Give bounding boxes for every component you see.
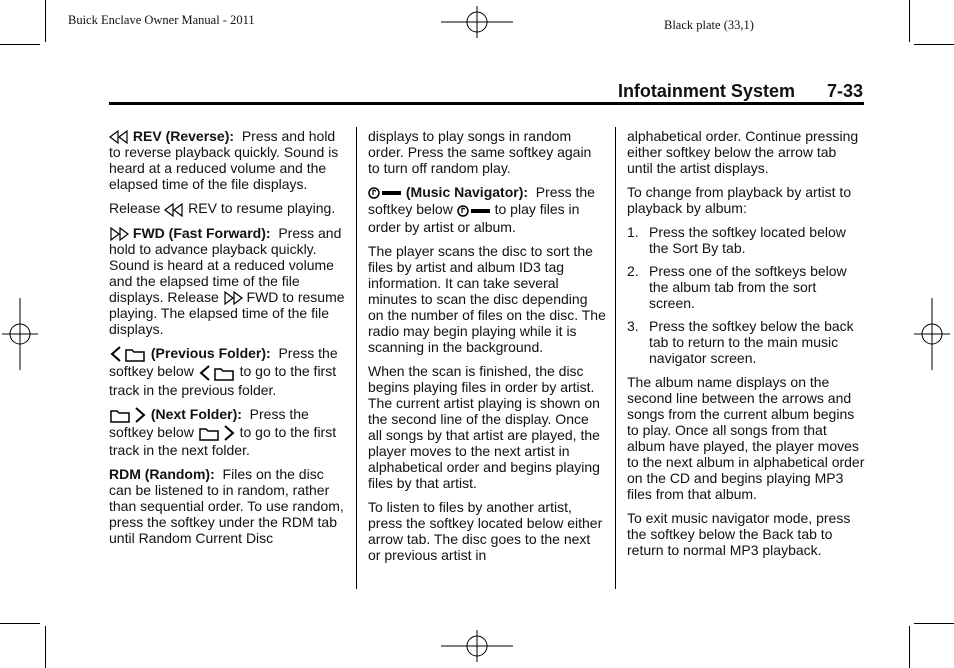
step-number: 1. [627, 224, 639, 240]
fwd-text: FWD to resume playing. The elapsed time of the file displays. [109, 288, 345, 338]
rev-release-text: Release [109, 200, 161, 217]
music-navigator-label: (Music Navigator): [405, 184, 529, 200]
previous-folder-icon [198, 364, 236, 382]
crop-mark [909, 626, 910, 668]
section-heading [618, 81, 863, 102]
fast-forward-icon [109, 227, 129, 241]
paragraph: The album name displays on the second line between the arrows and songs from the current album begins to play. Once all songs from that album have played, the player moves to the next album in alphabetical order on the CD and begins playing MP3 files from that album. [627, 374, 865, 502]
next-folder-icon [109, 406, 147, 424]
prev-folder-paragraph [109, 345, 349, 398]
music-navigator-icon [457, 203, 491, 219]
prev-folder-text: to go to the first track in the previous folder. [109, 363, 337, 398]
paragraph: The player scans the disc to sort the files by artist and album ID3 tag information. It can take several minutes to scan the disc depending on the number of files on the disc. The radio may begin playing while it is scanning in the background. [368, 242, 606, 355]
crop-mark [0, 44, 40, 45]
rev-release [109, 200, 349, 216]
step-text: Press one of the softkeys below the album tab from the sort screen. [649, 263, 847, 311]
manual-title: Buick Enclave Owner Manual - 2011 [68, 13, 255, 27]
next-folder-label: (Next Folder): [150, 405, 242, 422]
crop-mark [914, 44, 954, 45]
list-item [627, 318, 865, 366]
crop-mark [0, 623, 40, 624]
fwd-text: Press and hold to advance playback quickly. Sound is heard at a reduced volume and the elapsed time of the file displays. Release [109, 224, 342, 305]
rewind-icon [109, 130, 129, 144]
column-3 [627, 128, 865, 566]
paragraph: alphabetical order. Continue pressing either softkey below the arrow tab until the artist displays. [627, 128, 859, 176]
rdm-paragraph [109, 466, 349, 546]
next-folder-icon [198, 424, 236, 442]
crop-mark [45, 0, 46, 42]
fwd-paragraph [109, 225, 349, 338]
page-number: 7-33 [826, 81, 863, 101]
crop-mark [45, 626, 46, 668]
column-1 [109, 128, 349, 554]
section-name: Infotainment System [617, 81, 795, 101]
prev-folder-text: Press the softkey below [109, 345, 338, 380]
music-navigator-text: to play files in order by artist or album. [368, 201, 580, 235]
column-2 [368, 128, 606, 571]
rdm-text: Files on the disc can be listened to in random, rather than sequential order. To use random, press the softkey under the RDM tab until Random Current Disc [109, 466, 344, 547]
registration-mark-icon [441, 630, 513, 662]
step-text: Press the softkey located below the Sort By tab. [649, 224, 846, 256]
rev-paragraph [109, 128, 349, 192]
registration-mark-icon [441, 6, 513, 38]
rev-text: Press and hold to reverse playback quickly. Sound is heard at a reduced volume and the elapsed time of the file displays. [109, 128, 339, 193]
steps-list [627, 224, 865, 366]
rev-label: REV (Reverse): [132, 128, 235, 144]
column-divider [356, 127, 357, 589]
paragraph: To change from playback by artist to playback by album: [627, 184, 852, 216]
step-number: 3. [627, 318, 639, 334]
music-navigator-paragraph [368, 184, 606, 235]
paragraph: To exit music navigator mode, press the softkey below the Back tab to return to normal MP3 playback. [627, 510, 851, 558]
music-navigator-icon [368, 185, 402, 201]
next-folder-text: Press the softkey below [109, 405, 309, 441]
next-folder-paragraph [109, 406, 349, 459]
rewind-icon [164, 203, 184, 217]
rdm-label: RDM (Random): [109, 466, 215, 483]
music-navigator-text: Press the softkey below [368, 184, 595, 218]
column-divider [615, 127, 616, 589]
registration-mark-icon [914, 298, 950, 370]
step-number: 2. [627, 263, 639, 279]
plate-label: Black plate (33,1) [664, 18, 754, 32]
rev-release-text: REV to resume playing. [188, 200, 336, 217]
registration-mark-icon [2, 298, 38, 370]
prev-folder-label: (Previous Folder): [150, 345, 271, 362]
next-folder-text: to go to the first track in the next folder. [109, 424, 337, 459]
crop-mark [909, 0, 910, 42]
paragraph: To listen to files by another artist, press the softkey located below either arrow tab. The disc goes to the next or previous artist in [368, 498, 603, 563]
fast-forward-icon [223, 291, 243, 305]
header-rule [109, 102, 864, 105]
previous-folder-icon [109, 345, 147, 363]
paragraph: When the scan is finished, the disc begins playing files in order by artist. The current artist playing is shown on the second line of the display. Once all songs by that artist are played, the player moves to the next artist in alphabetical order and begins playing files by that artist. [368, 362, 600, 491]
crop-mark [914, 623, 954, 624]
paragraph: displays to play songs in random order. Press the same softkey again to turn off random play. [368, 128, 592, 176]
step-text: Press the softkey below the back tab to return to the main music navigator screen. [649, 318, 854, 366]
list-item [627, 263, 865, 311]
fwd-label: FWD (Fast Forward): [132, 224, 271, 241]
list-item [627, 224, 865, 256]
